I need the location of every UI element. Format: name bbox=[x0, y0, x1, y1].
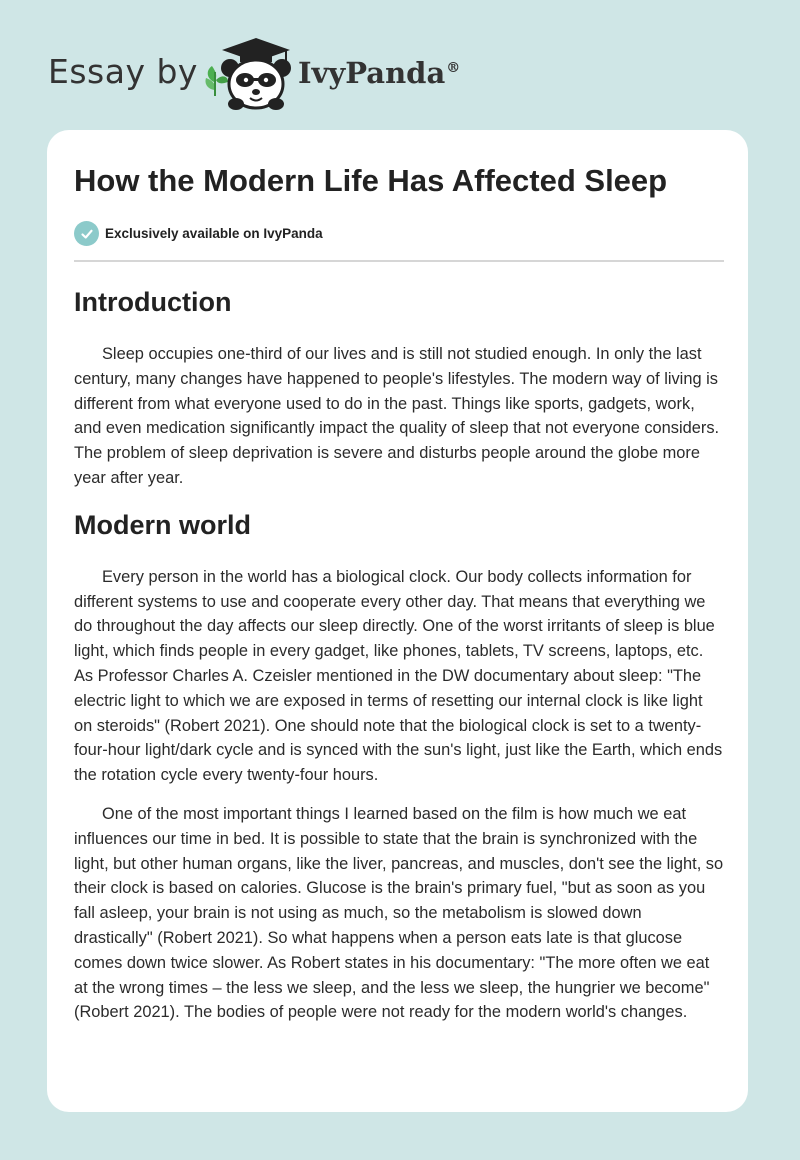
brand-prefix: Essay by bbox=[48, 52, 198, 91]
section-heading: Introduction bbox=[74, 287, 232, 317]
badge-text: Exclusively available on IvyPanda bbox=[105, 226, 323, 241]
essay-title: How the Modern Life Has Affected Sleep bbox=[74, 163, 668, 198]
paragraph: One of the most important things I learned based on the film is how much we eat influences our time in bed. It is possible to state that the brain is synchronized with the light, but other human organs, like the liver, pancreas, and muscles, don't see the light, so their clock is based on calories. Glucose is the brain's primary fuel, "but as soon as you fall asleep, your brain is not using as much, so the metabolism is slowed down drastically" (Robert 2021). So what happens when a person eats late is that glucose comes down twice slower. As Robert states in his documentary: "The more often we eat at the wrong times – the less we sleep, and the less we sleep, the hungrier we become" (Robert 2021). The bodies of people were not ready for the modern world's changes. bbox=[74, 804, 724, 1022]
paragraph: Every person in the world has a biological clock. Our body collects information for different systems to use and cooperate every other day. That means that everything we do throughout the day affects our sleep directly. One of the worst irritants of sleep is blue light, which finds people in every gadget, like phones, tablets, TV screens, laptops, etc. As Professor Charles A. Czeisler mentioned in the DW documentary about sleep: "The electric light to which we are exposed in terms of resetting our internal clock is like light on steroids" (Robert 2021). One should note that the biological clock is set to a twenty-four-hour light/dark cycle and is synced with the sun's light, just like the Earth, which ends the rotation cycle every twenty-four hours. bbox=[74, 567, 723, 785]
brand-header bbox=[48, 32, 548, 112]
registered-mark: ® bbox=[446, 60, 461, 77]
section-introduction bbox=[74, 280, 724, 491]
section-modern-world bbox=[74, 503, 724, 1025]
essay-body bbox=[74, 280, 724, 1039]
panda-logo-icon bbox=[200, 32, 300, 112]
divider bbox=[74, 260, 724, 262]
section-heading: Modern world bbox=[74, 509, 251, 540]
paragraph: Sleep occupies one-third of our lives and is still not studied enough. In only the last century, many changes have happened to people's lifestyles. The modern way of living is different from what everyone used to do in the past. Things like sports, gadgets, work, and even medication significantly impact the quality of sleep that not everyone considers. The problem of sleep deprivation is severe and disturbs people around the globe more year after year. bbox=[74, 345, 720, 487]
check-icon bbox=[74, 221, 99, 246]
essay-card bbox=[47, 130, 748, 1112]
brand-name: IvyPanda® bbox=[298, 56, 461, 90]
exclusive-badge bbox=[74, 221, 323, 246]
